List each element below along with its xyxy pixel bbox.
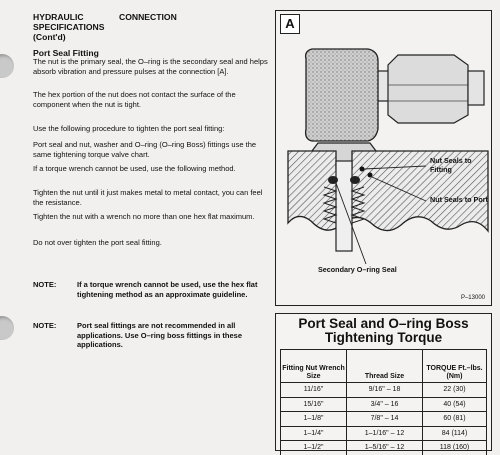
cell-wrench: 15/16" xyxy=(281,397,347,412)
paragraph: Do not over tighten the port seal fitting. xyxy=(33,238,162,247)
paragraph: Port seal and nut, washer and O–ring (O–ring Boss) fittings use the same tightening torque valve chart. xyxy=(33,140,257,159)
table-header-row xyxy=(281,350,487,383)
cell-wrench: 1–1/8" xyxy=(281,412,347,427)
page-heading: HYDRAULIC CONNECTIONSPECIFICATIONS (Cont'd) xyxy=(33,12,177,42)
cell-wrench: 11/16" xyxy=(281,383,347,398)
torque-table xyxy=(280,349,487,455)
binder-hole xyxy=(0,54,14,78)
subheading: Port Seal Fitting xyxy=(33,48,99,58)
cell-torque: 22 (30) xyxy=(423,383,487,398)
paragraph: Tighten the nut with a wrench no more than one hex flat maximum. xyxy=(33,212,255,221)
paragraph: If a torque wrench cannot be used, use the following method. xyxy=(33,164,236,173)
cell-thread: 1–1/16" – 12 xyxy=(347,426,423,441)
cell-thread: 9/16" – 18 xyxy=(347,383,423,398)
col-header: Thread Size xyxy=(347,350,423,383)
part-number: P–13000 xyxy=(460,295,485,301)
table-row xyxy=(281,412,487,427)
table-row xyxy=(281,441,487,455)
figure-label: A xyxy=(280,14,300,34)
cell-torque: 60 (81) xyxy=(423,412,487,427)
cell-thread: 7/8" – 14 xyxy=(347,412,423,427)
paragraph: The nut is the primary seal, the O–ring is the secondary seal and helps absorb vibration and pressure pulses at the connection [A]. xyxy=(33,57,268,76)
paragraph: Use the following procedure to tighten the port seal fitting: xyxy=(33,124,225,133)
cell-thread: 1–5/16" – 12 xyxy=(347,441,423,455)
col-header: TORQUE Ft.–lbs. (Nm) xyxy=(423,350,487,383)
callout-nut-seals-fitting: Nut Seals to Fitting xyxy=(430,156,472,174)
table-row xyxy=(281,383,487,398)
cell-thread: 3/4" – 16 xyxy=(347,397,423,412)
table-row xyxy=(281,426,487,441)
cell-torque: 84 (114) xyxy=(423,426,487,441)
torque-table-panel xyxy=(275,313,492,451)
cell-torque: 40 (54) xyxy=(423,397,487,412)
figure-a xyxy=(275,10,492,306)
paragraph: The hex portion of the nut does not contact the surface of the component when the nut is tight. xyxy=(33,90,236,109)
note: NOTE: If a torque wrench cannot be used, use the hex flat tightening method as an approximate guideline. xyxy=(33,280,258,299)
binder-hole xyxy=(0,316,14,340)
note: NOTE: Port seal fittings are not recommended in all applications. Use O–ring boss fittings in these applications. xyxy=(33,321,243,349)
table-row xyxy=(281,397,487,412)
col-header: Fitting Nut Wrench Size xyxy=(281,350,347,383)
cell-wrench: 1–1/2" xyxy=(281,441,347,455)
callout-secondary-oring: Secondary O–ring Seal xyxy=(318,265,397,274)
cell-torque: 118 (160) xyxy=(423,441,487,455)
callout-nut-seals-port: Nut Seals to Port xyxy=(430,195,488,204)
cell-wrench: 1–1/4" xyxy=(281,426,347,441)
section-header xyxy=(33,12,265,58)
table-title: Port Seal and O–ring Boss Tightening Torque xyxy=(298,316,469,345)
paragraph: Tighten the nut until it just makes metal to metal contact, you can feel the resistance. xyxy=(33,188,263,207)
